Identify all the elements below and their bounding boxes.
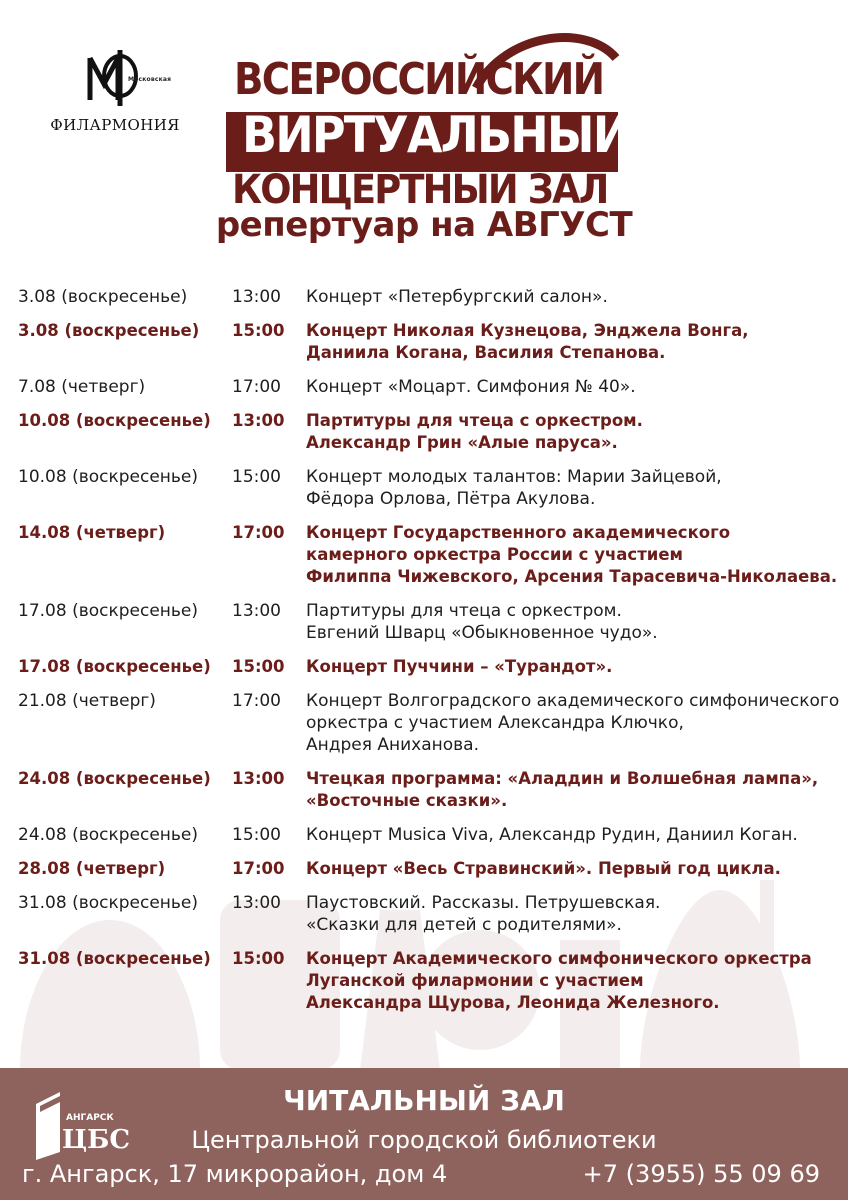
schedule-event-line: Чтецкая программа: «Аладдин и Волшебная лампа», bbox=[306, 769, 819, 788]
schedule-event-line: «Восточные сказки». bbox=[306, 791, 508, 810]
schedule-event bbox=[306, 768, 842, 812]
schedule-event bbox=[306, 656, 842, 678]
schedule-row bbox=[0, 410, 848, 454]
logo-small-text: Московская bbox=[128, 76, 172, 83]
schedule-time: 15:00 bbox=[232, 321, 285, 340]
schedule-event-line: Фёдора Орлова, Пётра Акулова. bbox=[306, 489, 596, 509]
schedule-time: 13:00 bbox=[232, 893, 281, 913]
schedule-time: 13:00 bbox=[232, 287, 281, 307]
schedule-date: 10.08 (воскресенье) bbox=[18, 467, 199, 487]
schedule-event-line: Концерт «Петербургский салон». bbox=[306, 287, 608, 307]
schedule-event-line: Александр Грин «Алые паруса». bbox=[306, 433, 618, 452]
footer-address: г. Ангарск, 17 микрорайон, дом 4 bbox=[22, 1160, 448, 1188]
schedule-time: 13:00 bbox=[232, 601, 281, 621]
schedule-event-line: Андрея Аниханова. bbox=[306, 735, 480, 755]
schedule-event bbox=[306, 824, 842, 846]
page-subtitle: репертуар на АВГУСТ bbox=[215, 205, 633, 245]
schedule-row bbox=[0, 522, 848, 588]
schedule-time: 13:00 bbox=[232, 411, 285, 430]
schedule-time: 17:00 bbox=[232, 859, 285, 878]
schedule-row bbox=[0, 690, 848, 756]
cbs-logo-main-text: ЦБС bbox=[62, 1125, 131, 1155]
schedule-row bbox=[0, 858, 848, 880]
schedule-event-line: оркестра с участием Александра Ключко, bbox=[306, 713, 684, 733]
schedule-event bbox=[306, 522, 842, 588]
schedule-event-line: «Сказки для детей с родителями». bbox=[306, 915, 622, 935]
schedule-event-line: Концерт «Моцарт. Симфония № 40». bbox=[306, 377, 636, 397]
schedule-date: 17.08 (воскресенье) bbox=[18, 601, 199, 621]
schedule-event-line: Александра Щурова, Леонида Железного. bbox=[306, 993, 720, 1012]
schedule-event-line: Концерт Пуччини – «Турандот». bbox=[306, 657, 613, 676]
schedule-row bbox=[0, 600, 848, 644]
schedule-date: 24.08 (воскресенье) bbox=[18, 825, 199, 845]
schedule-event-line: Филиппа Чижевского, Арсения Тарасевича-Николаева. bbox=[306, 567, 838, 586]
schedule-row bbox=[0, 286, 848, 308]
schedule-event bbox=[306, 466, 842, 510]
schedule-event-line: Концерт «Весь Стравинский». Первый год цикла. bbox=[306, 859, 781, 878]
schedule-row bbox=[0, 824, 848, 846]
schedule-event bbox=[306, 320, 842, 364]
schedule-row bbox=[0, 466, 848, 510]
philharmonia-logo bbox=[44, 50, 186, 140]
logo-word: ФИЛАРМОНИЯ bbox=[50, 116, 180, 134]
schedule-time: 15:00 bbox=[232, 467, 281, 487]
schedule-event-line: Концерт Musica Viva, Александр Рудин, Даниил Коган. bbox=[306, 825, 798, 845]
schedule-event bbox=[306, 600, 842, 644]
schedule-date: 7.08 (четверг) bbox=[18, 377, 146, 397]
schedule-date: 28.08 (четверг) bbox=[18, 859, 166, 878]
concert-schedule bbox=[0, 286, 848, 1014]
schedule-time: 15:00 bbox=[232, 949, 285, 968]
schedule-time: 15:00 bbox=[232, 657, 285, 676]
schedule-event bbox=[306, 286, 842, 308]
schedule-date: 21.08 (четверг) bbox=[18, 691, 156, 711]
schedule-row bbox=[0, 948, 848, 1014]
schedule-date: 24.08 (воскресенье) bbox=[18, 769, 211, 788]
schedule-date: 14.08 (четверг) bbox=[18, 523, 166, 542]
footer-phone[interactable]: +7 (3955) 55 09 69 bbox=[582, 1160, 820, 1188]
schedule-time: 17:00 bbox=[232, 377, 281, 397]
schedule-time: 13:00 bbox=[232, 769, 285, 788]
schedule-date: 31.08 (воскресенье) bbox=[18, 893, 199, 913]
schedule-row bbox=[0, 656, 848, 678]
schedule-event-line: Даниила Когана, Василия Степанова. bbox=[306, 343, 666, 362]
title-block bbox=[226, 28, 630, 213]
schedule-event-line: Луганской филармонии с участием bbox=[306, 971, 644, 990]
schedule-event bbox=[306, 948, 842, 1014]
cbs-logo-top-text: АНГАРСК bbox=[66, 1113, 114, 1123]
footer-line-1: ЧИТАЛЬНЫЙ ЗАЛ bbox=[283, 1084, 565, 1117]
schedule-event-line: Евгений Шварц «Обыкновенное чудо». bbox=[306, 623, 658, 643]
schedule-event bbox=[306, 376, 842, 398]
schedule-event-line: Партитуры для чтеца с оркестром. bbox=[306, 601, 622, 621]
schedule-time: 17:00 bbox=[232, 523, 285, 542]
schedule-event-line: Концерт Николая Кузнецова, Энджела Вонга, bbox=[306, 321, 749, 340]
title-line-2: ВИРТУАЛЬНЫЙ bbox=[242, 106, 630, 164]
footer-line-2: Центральной городской библиотеки bbox=[191, 1126, 657, 1154]
schedule-event bbox=[306, 858, 842, 880]
schedule-event-line: Концерт Государственного академического bbox=[306, 523, 731, 542]
schedule-date: 3.08 (воскресенье) bbox=[18, 321, 200, 340]
schedule-date: 10.08 (воскресенье) bbox=[18, 411, 211, 430]
schedule-event bbox=[306, 690, 842, 756]
schedule-row bbox=[0, 768, 848, 812]
schedule-event-line: Концерт молодых талантов: Марии Зайцевой, bbox=[306, 467, 722, 487]
schedule-event-line: Паустовский. Рассказы. Петрушевская. bbox=[306, 893, 661, 913]
schedule-event-line: Концерт Волгоградского академического симфонического bbox=[306, 691, 840, 711]
schedule-event bbox=[306, 892, 842, 936]
schedule-event-line: камерного оркестра России с участием bbox=[306, 545, 684, 564]
schedule-row bbox=[0, 892, 848, 936]
schedule-event-line: Концерт Академического симфонического оркестра bbox=[306, 949, 812, 968]
title-line-3: КОНЦЕРТНЫЙ ЗАЛ bbox=[232, 167, 608, 213]
title-line-1: ВСЕРОССИЙСКИЙ bbox=[234, 54, 604, 105]
schedule-row bbox=[0, 320, 848, 364]
schedule-date: 31.08 (воскресенье) bbox=[18, 949, 211, 968]
schedule-time: 17:00 bbox=[232, 691, 281, 711]
schedule-row bbox=[0, 376, 848, 398]
schedule-event-line: Партитуры для чтеца с оркестром. bbox=[306, 411, 643, 430]
schedule-event bbox=[306, 410, 842, 454]
schedule-date: 3.08 (воскресенье) bbox=[18, 287, 188, 307]
schedule-time: 15:00 bbox=[232, 825, 281, 845]
schedule-date: 17.08 (воскресенье) bbox=[18, 657, 211, 676]
footer bbox=[0, 1068, 848, 1200]
